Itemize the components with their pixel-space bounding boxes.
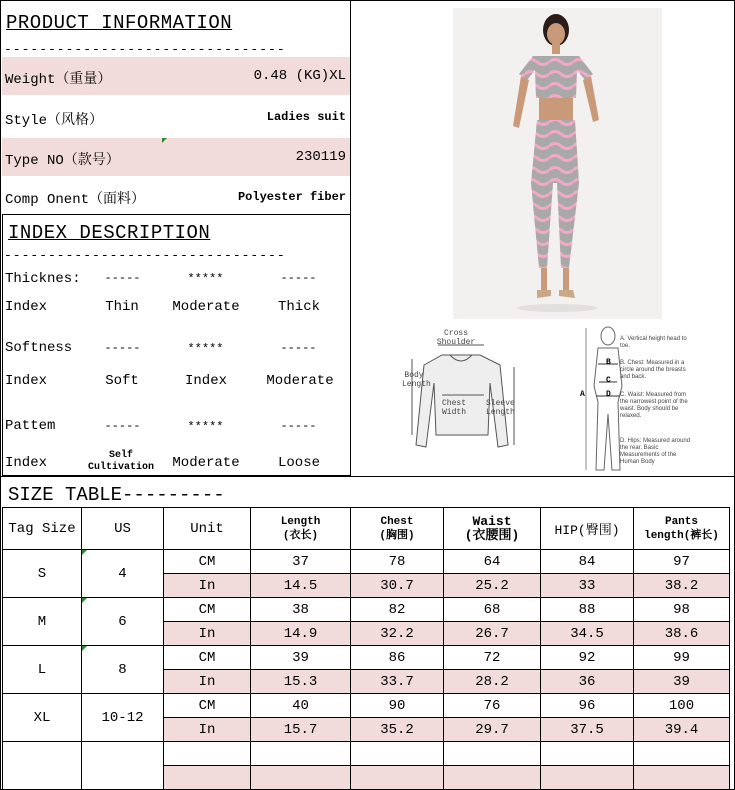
index-group-name: Thicknes: bbox=[5, 271, 81, 287]
value-cell: 38.2 bbox=[634, 574, 730, 598]
header-hip: HIP(臀围) bbox=[541, 508, 634, 550]
us-cell: 4 bbox=[82, 550, 164, 598]
product-row-value: Polyester fiber bbox=[237, 190, 346, 204]
empty-cell bbox=[164, 766, 251, 790]
empty-cell bbox=[634, 766, 730, 790]
product-row-label: Type NO（款号） bbox=[5, 153, 120, 169]
value-cell: 84 bbox=[541, 550, 634, 574]
product-row-label: Weight（重量） bbox=[5, 72, 112, 88]
header-unit: Unit bbox=[164, 508, 251, 550]
value-cell: 96 bbox=[541, 694, 634, 718]
empty-cell bbox=[444, 742, 541, 766]
unit-cell: In bbox=[164, 718, 251, 742]
value-cell: 64 bbox=[444, 550, 541, 574]
index-heading: INDEX DESCRIPTION bbox=[8, 222, 211, 244]
unit-cell: In bbox=[164, 574, 251, 598]
sleeve-length-label: Sleeve Length bbox=[486, 399, 515, 417]
size-cell: L bbox=[3, 646, 82, 694]
cross-shoulder-label: Cross Shoulder bbox=[436, 329, 476, 347]
index-option: Self Cultivation bbox=[87, 450, 154, 473]
size-cell: S bbox=[3, 550, 82, 598]
body-note: B. Chest: Measured in a circle around the breasts and back. bbox=[620, 360, 686, 380]
chest-width-label: Chest Width bbox=[441, 399, 466, 417]
body-letter-a: A bbox=[580, 390, 585, 399]
empty-cell bbox=[444, 766, 541, 790]
value-cell: 68 bbox=[444, 598, 541, 622]
empty-row bbox=[3, 742, 730, 766]
index-group-name: Softness bbox=[5, 340, 73, 356]
value-cell: 100 bbox=[634, 694, 730, 718]
value-cell: 99 bbox=[634, 646, 730, 670]
body-note: D. Hips: Measured around the rear. Basic Measurements of the Human Body bbox=[620, 438, 691, 465]
empty-cell bbox=[541, 766, 634, 790]
value-cell: 35.2 bbox=[351, 718, 444, 742]
unit-cell: CM bbox=[164, 646, 251, 670]
size-table bbox=[2, 507, 730, 790]
empty-cell bbox=[351, 766, 444, 790]
body-note: A. Vertical height head to toe. bbox=[620, 336, 687, 349]
size-cell: M bbox=[3, 598, 82, 646]
product-info-heading: PRODUCT INFORMATION bbox=[6, 12, 233, 34]
value-cell: 33 bbox=[541, 574, 634, 598]
empty-cell bbox=[251, 766, 351, 790]
unit-cell: CM bbox=[164, 694, 251, 718]
body-letter-d: D bbox=[606, 390, 611, 399]
value-cell: 72 bbox=[444, 646, 541, 670]
index-mark: ----- bbox=[280, 271, 317, 285]
empty-cell bbox=[634, 742, 730, 766]
empty-cell bbox=[3, 742, 82, 790]
body-letter-b: B bbox=[606, 358, 611, 367]
header-waist: Waist (衣腰围) bbox=[444, 508, 541, 550]
index-label: Index bbox=[5, 373, 48, 389]
index-divider: -------------------------------- bbox=[4, 248, 286, 263]
us-cell: 6 bbox=[82, 598, 164, 646]
index-mark: ----- bbox=[104, 271, 141, 285]
value-cell: 33.7 bbox=[351, 670, 444, 694]
empty-cell bbox=[82, 742, 164, 790]
value-cell: 28.2 bbox=[444, 670, 541, 694]
column-divider bbox=[350, 0, 351, 476]
size-cell: XL bbox=[3, 694, 82, 742]
index-mark: ***** bbox=[187, 272, 224, 286]
header-pants-length: Pants length(裤长) bbox=[634, 508, 730, 550]
index-mark: ----- bbox=[104, 341, 141, 355]
empty-cell bbox=[251, 742, 351, 766]
value-cell: 26.7 bbox=[444, 622, 541, 646]
value-cell: 37.5 bbox=[541, 718, 634, 742]
value-cell: 78 bbox=[351, 550, 444, 574]
marker-icon bbox=[162, 138, 167, 143]
value-cell: 25.2 bbox=[444, 574, 541, 598]
value-cell: 15.7 bbox=[251, 718, 351, 742]
product-row-label: Comp Onent（面料） bbox=[5, 192, 146, 208]
header-chest: Chest (胸围) bbox=[351, 508, 444, 550]
empty-cell bbox=[351, 742, 444, 766]
unit-cell: In bbox=[164, 670, 251, 694]
value-cell: 90 bbox=[351, 694, 444, 718]
us-cell: 8 bbox=[82, 646, 164, 694]
product-row-value: Ladies suit bbox=[266, 110, 346, 124]
value-cell: 15.3 bbox=[251, 670, 351, 694]
unit-cell: CM bbox=[164, 598, 251, 622]
value-cell: 34.5 bbox=[541, 622, 634, 646]
table-row bbox=[3, 694, 730, 718]
index-option: Thick bbox=[277, 299, 320, 315]
value-cell: 97 bbox=[634, 550, 730, 574]
unit-cell: In bbox=[164, 622, 251, 646]
index-mark: ***** bbox=[187, 342, 224, 356]
index-label: Index bbox=[5, 455, 48, 471]
value-cell: 39 bbox=[634, 670, 730, 694]
index-mark: ***** bbox=[187, 420, 224, 434]
value-cell: 32.2 bbox=[351, 622, 444, 646]
product-row-value: 230119 bbox=[295, 149, 346, 165]
value-cell: 82 bbox=[351, 598, 444, 622]
value-cell: 37 bbox=[251, 550, 351, 574]
empty-cell bbox=[164, 742, 251, 766]
size-table-rule bbox=[0, 476, 735, 477]
value-cell: 38.6 bbox=[634, 622, 730, 646]
body-diagram bbox=[570, 322, 700, 474]
header-us: US bbox=[82, 508, 164, 550]
table-row bbox=[3, 646, 730, 670]
value-cell: 39 bbox=[251, 646, 351, 670]
index-mark: ----- bbox=[280, 341, 317, 355]
value-cell: 40 bbox=[251, 694, 351, 718]
table-row bbox=[3, 550, 730, 574]
index-option: Loose bbox=[277, 455, 320, 471]
value-cell: 30.7 bbox=[351, 574, 444, 598]
value-cell: 38 bbox=[251, 598, 351, 622]
value-cell: 14.9 bbox=[251, 622, 351, 646]
index-option: Soft bbox=[105, 373, 139, 389]
value-cell: 39.4 bbox=[634, 718, 730, 742]
body-length-label: Body Length bbox=[402, 371, 431, 389]
model-photo bbox=[453, 8, 662, 319]
product-row-value: 0.48 (KG)XL bbox=[253, 68, 346, 84]
index-option: Moderate bbox=[266, 373, 334, 389]
index-mark: ----- bbox=[104, 419, 141, 433]
value-cell: 98 bbox=[634, 598, 730, 622]
index-mark: ----- bbox=[280, 419, 317, 433]
value-cell: 88 bbox=[541, 598, 634, 622]
us-cell: 10-12 bbox=[82, 694, 164, 742]
size-table-header-row bbox=[3, 508, 730, 550]
garment-diagram bbox=[402, 325, 520, 475]
size-table-heading: SIZE TABLE--------- bbox=[8, 484, 225, 506]
empty-cell bbox=[541, 742, 634, 766]
body-note: C. Waist: Measured from the narrowest point of the waist. Body should be relaxed. bbox=[620, 392, 688, 419]
value-cell: 92 bbox=[541, 646, 634, 670]
product-row-label: Style（风格） bbox=[5, 113, 104, 129]
index-option: Thin bbox=[105, 299, 139, 315]
value-cell: 14.5 bbox=[251, 574, 351, 598]
value-cell: 86 bbox=[351, 646, 444, 670]
index-group-name: Pattem bbox=[5, 418, 56, 434]
index-option: Moderate bbox=[172, 455, 240, 471]
product-info-divider: -------------------------------- bbox=[4, 42, 286, 57]
value-cell: 36 bbox=[541, 670, 634, 694]
index-option: Moderate bbox=[172, 299, 240, 315]
header-tag-size: Tag Size bbox=[3, 508, 82, 550]
unit-cell: CM bbox=[164, 550, 251, 574]
index-label: Index bbox=[5, 299, 48, 315]
header-length: Length (衣长) bbox=[251, 508, 351, 550]
body-letter-c: C bbox=[606, 376, 611, 385]
value-cell: 29.7 bbox=[444, 718, 541, 742]
table-row bbox=[3, 598, 730, 622]
value-cell: 76 bbox=[444, 694, 541, 718]
index-option: Index bbox=[184, 373, 227, 389]
